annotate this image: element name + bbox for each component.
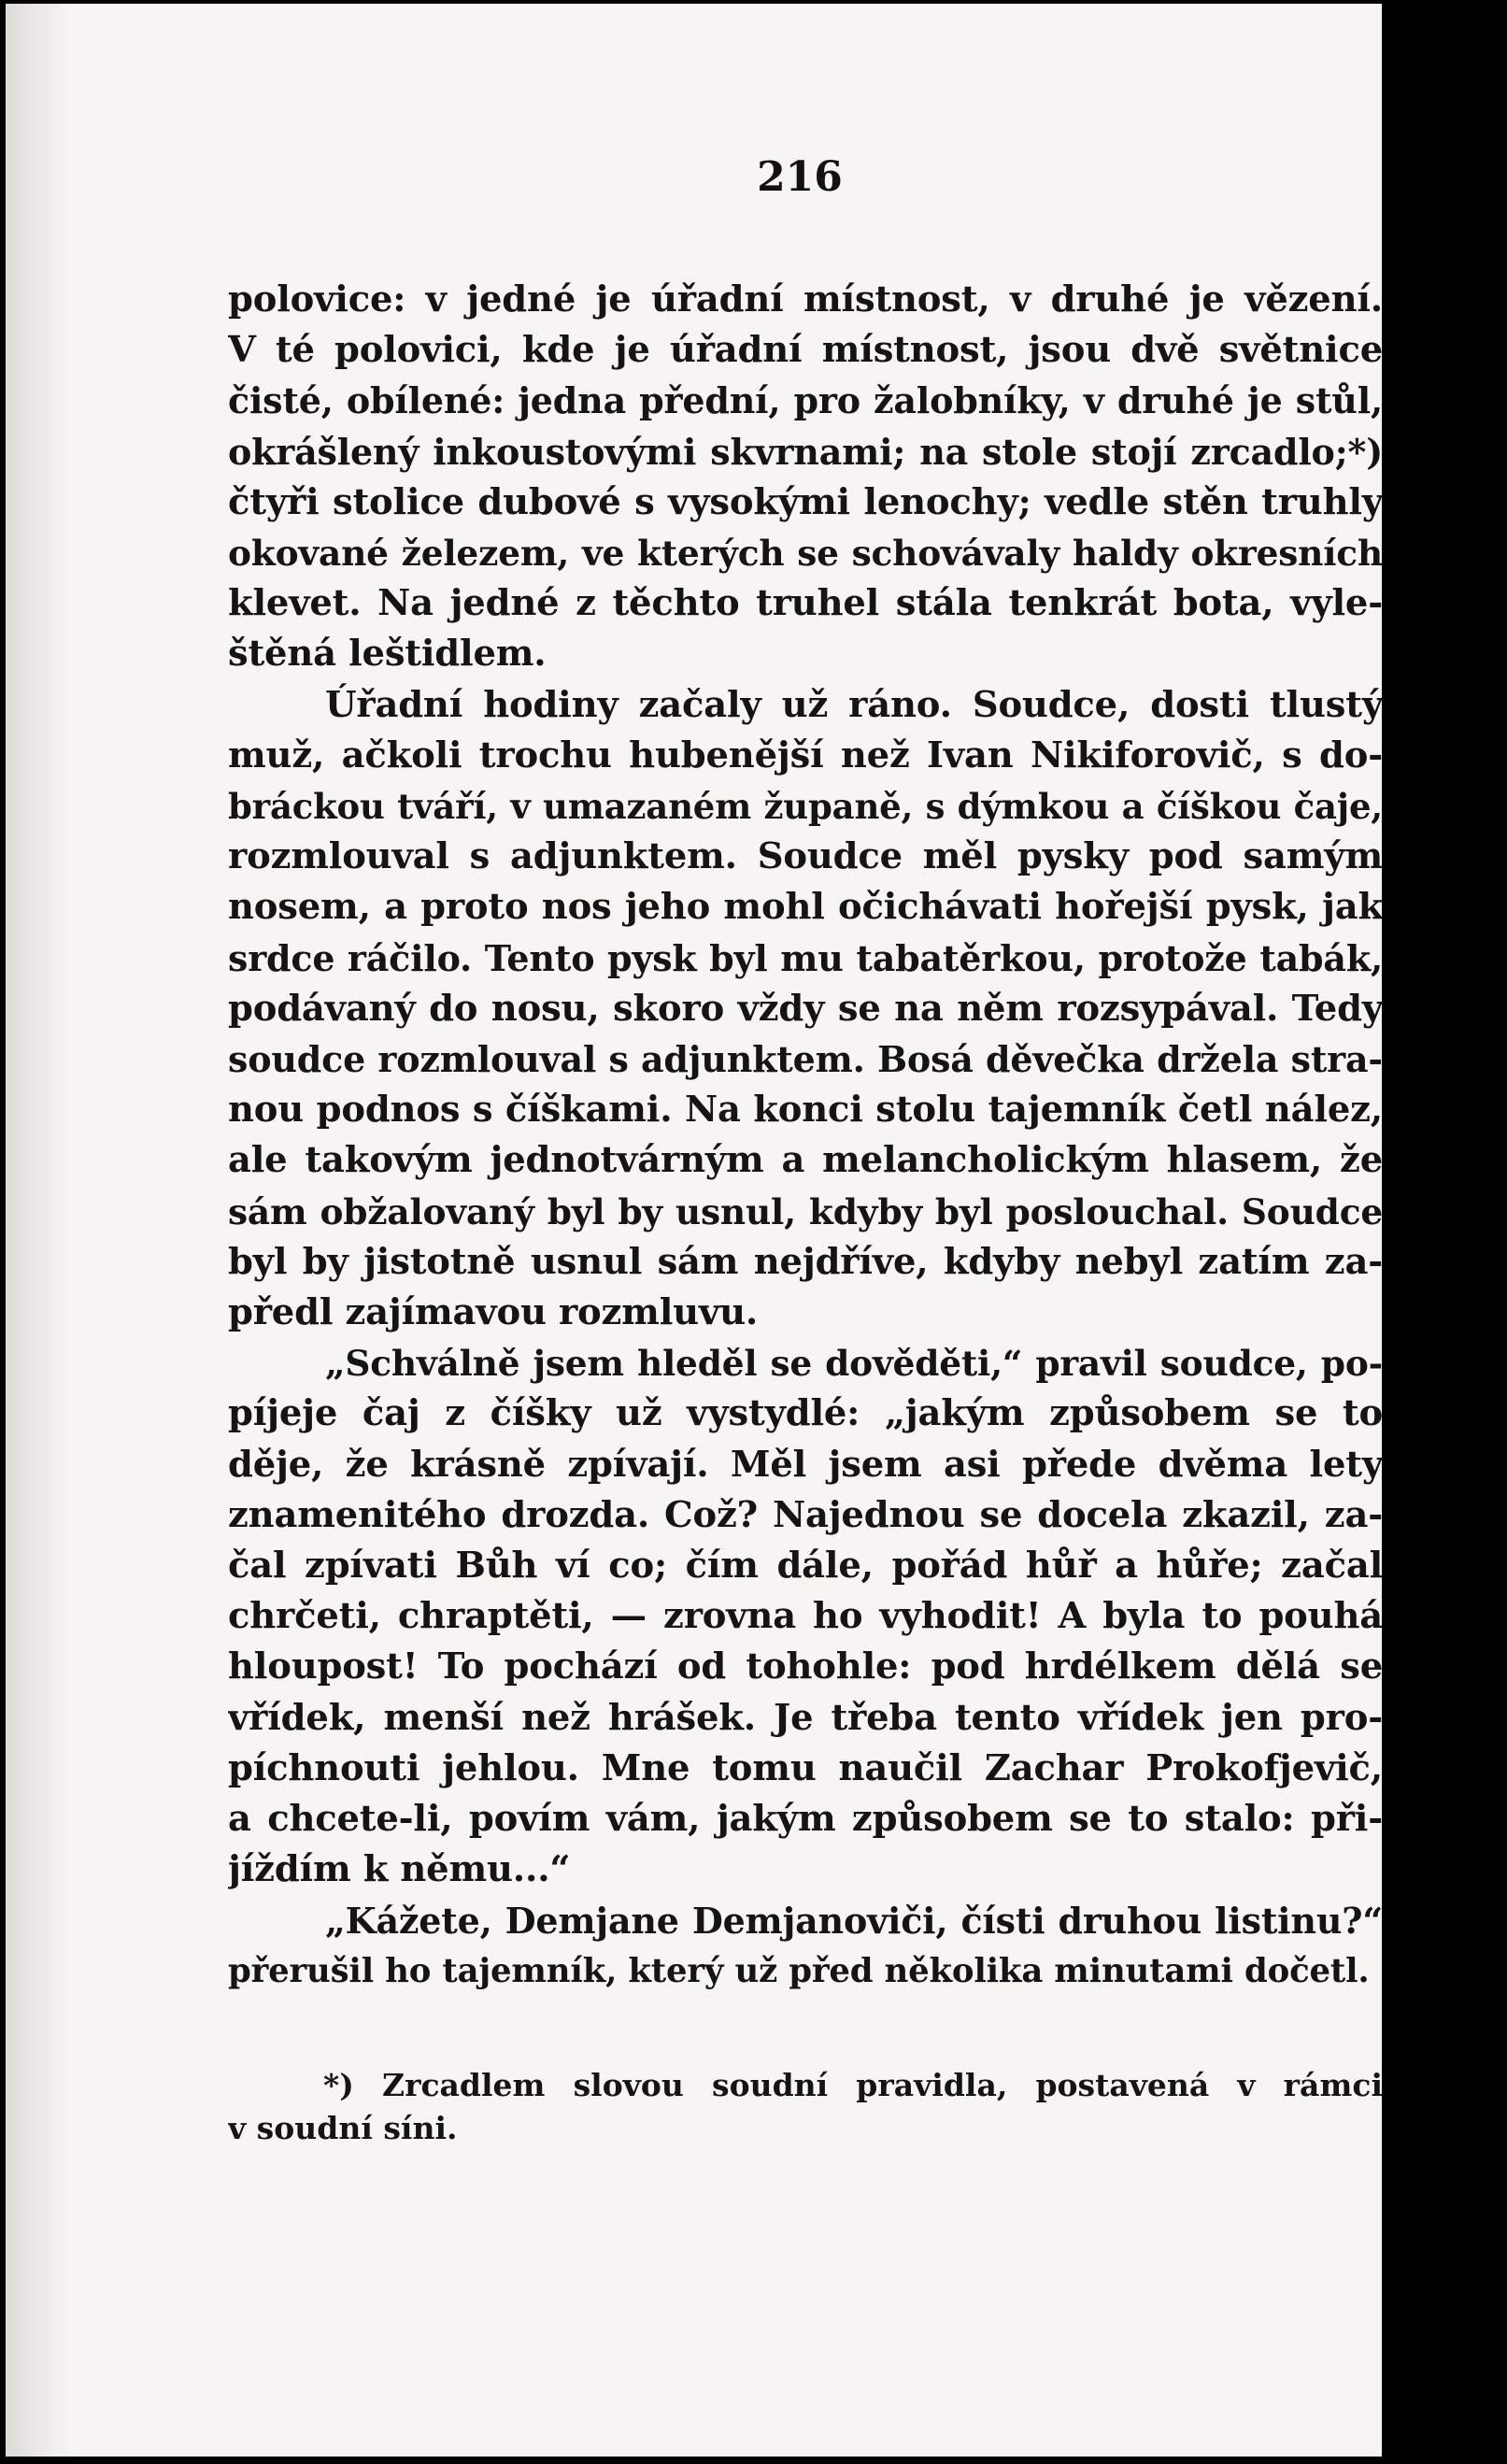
text-line: nosem, a proto nos jeho mohl očichávati hořejší pysk, jak (228, 886, 1383, 929)
text-line: přerušil ho tajemník, který už před několika minutami dočetl. (228, 1951, 1370, 1990)
text-line: píjeje čaj z číšky už vystydlé: „jakým způsobem se to (228, 1392, 1383, 1435)
text-line: podávaný do nosu, skoro vždy se na něm rozsypával. Tedy (228, 987, 1383, 1030)
book-page (6, 4, 1444, 2457)
text-line: štěná leštidlem. (228, 633, 547, 676)
text-line: hloupost! To pochází od tohohle: pod hrdélkem dělá se (228, 1645, 1383, 1688)
text-line: nou podnos s číškami. Na konci stolu tajemník četl nález, (228, 1089, 1383, 1132)
page-number: 216 (757, 153, 843, 201)
text-line: ale takovým jednotvárným a melancholickým hlasem, že (228, 1139, 1383, 1182)
text-line: píchnouti jehlou. Mne tomu naučil Zachar Prokofjevič, (228, 1746, 1383, 1789)
text-line: bráckou tváří, v umazaném županě, s dýmkou a číškou čaje, (228, 786, 1383, 828)
text-line: předl zajímavou rozmluvu. (228, 1291, 759, 1334)
text-line: čisté, obílené: jedna přední, pro žalobníky, v druhé je stůl, (228, 379, 1383, 422)
text-line: „Schválně jsem hleděl se dověděti,“ pravil soudce, po- (325, 1343, 1383, 1385)
text-line: čal zpívati Bůh ví co; čím dále, pořád hůř a hůře; začal (228, 1545, 1383, 1588)
footnote-line: *) Zrcadlem slovou soudní pravidla, postavená v rámci (323, 2067, 1383, 2103)
text-line: vřídek, menší než hrášek. Je třeba tento vřídek jen pro- (228, 1696, 1383, 1739)
text-line: děje, že krásně zpívají. Měl jsem asi přede dvěma lety (228, 1443, 1383, 1486)
body-text (228, 275, 1383, 1997)
text-line: a chcete-li, povím vám, jakým způsobem se to stalo: při- (228, 1798, 1383, 1841)
text-line: znamenitého drozda. Což? Najednou se docela zkazil, za- (228, 1493, 1383, 1536)
text-line: okrášlený inkoustovými skvrnami; na stole stojí zrcadlo;*) (228, 430, 1383, 473)
text-line: V té polovici, kde je úřadní místnost, jsou dvě světnice (228, 329, 1383, 372)
text-line: Úřadní hodiny začaly už ráno. Soudce, dosti tlustý (325, 683, 1383, 726)
footnote-line: v soudní síni. (228, 2110, 458, 2146)
text-line: čtyři stolice dubové s vysokými lenochy; vedle stěn truhly (228, 480, 1383, 523)
text-line: sám obžalovaný byl by usnul, kdyby byl poslouchal. Soudce (228, 1190, 1383, 1232)
text-line: jíždím k němu...“ (228, 1848, 571, 1891)
text-line: „Kážete, Demjane Demjanoviči, čísti druhou listinu?“ (325, 1899, 1383, 1942)
text-line: rozmlouval s adjunktem. Soudce měl pysky pod samým (228, 835, 1383, 878)
text-line: klevet. Na jedné z těchto truhel stála tenkrát bota, vyle- (228, 582, 1383, 625)
footnote (228, 2064, 1383, 2150)
text-line: okované železem, ve kterých se schovávaly haldy okresních (228, 533, 1383, 575)
text-line: chrčeti, chraptěti, — zrovna ho vyhodit! A byla to pouhá (228, 1595, 1383, 1638)
page-edge-shadow (1382, 4, 1444, 2457)
text-line: soudce rozmlouval s adjunktem. Bosá děvečka držela stra- (228, 1038, 1383, 1081)
text-line: byl by jistotně usnul sám nejdříve, kdyby nebyl zatím za- (228, 1240, 1383, 1283)
text-line: muž, ačkoli trochu hubenější než Ivan Nikiforovič, s do- (228, 734, 1383, 776)
text-line: srdce ráčilo. Tento pysk byl mu tabatěrkou, protože tabák, (228, 936, 1383, 979)
text-line: polovice: v jedné je úřadní místnost, v druhé je vězení. (228, 278, 1383, 320)
